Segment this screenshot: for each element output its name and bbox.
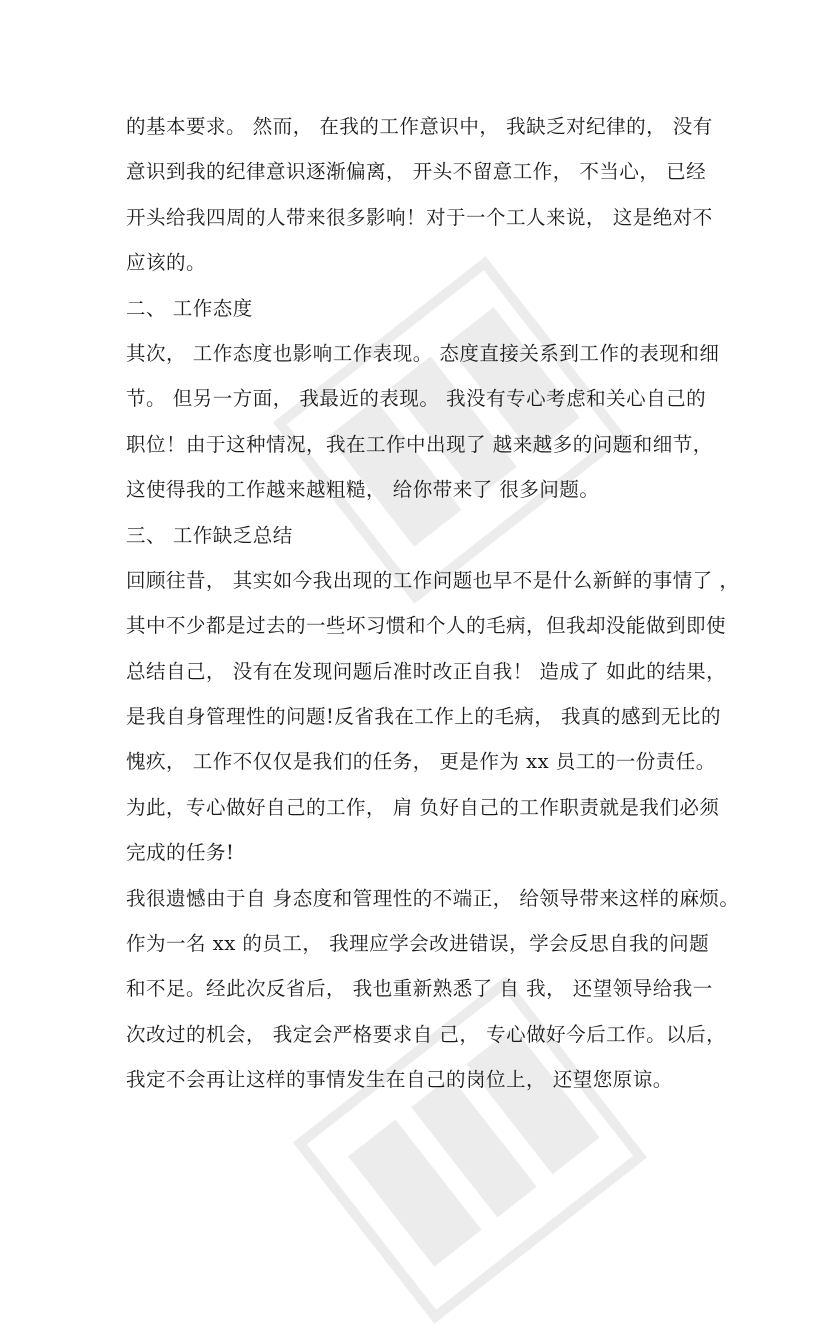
text-line: 意识到我的纪律意识逐渐偏离， 开头不留意工作， 不当心， 已经 [126, 160, 707, 184]
text-line: 我定不会再让这样的事情发生在自己的岗位上， 还望您原谅。 [126, 1068, 673, 1092]
text-line: 开头给我四周的人带来很多影响！对于一个工人来说， 这是绝对不 [126, 205, 713, 229]
text-line: 为此，专心做好自己的工作， 肩 负好自己的工作职责就是我们必须 [126, 795, 720, 819]
text-line: 完成的任务! [126, 841, 235, 865]
document-body [126, 104, 740, 1103]
text-line: 作为一名 xx 的员工， 我理应学会改进错误，学会反思自我的问题 [126, 932, 710, 956]
section-heading: 二、 工作态度 [126, 296, 253, 320]
text-line: 这使得我的工作越来越粗糙， 给你带来了 很多问题。 [126, 478, 600, 502]
text-line: 次改过的机会， 我定会严格要求自 己， 专心做好今后工作。以后， [126, 1022, 727, 1046]
text-line: 应该的。 [126, 251, 207, 275]
text-line: 是我自身管理性的问题!反省我在工作上的毛病， 我真的感到无比的 [126, 705, 722, 729]
text-line: 愧疚， 工作不仅仅是我们的任务， 更是作为 xx 员工的一份责任。 [126, 750, 716, 774]
text-line: 总结自己， 没有在发现问题后准时改正自我！ 造成了 如此的结果， [126, 659, 727, 683]
text-line: 其中不少都是过去的一些坏习惯和个人的毛病，但我却没能做到即使 [126, 614, 727, 638]
text-line: 的基本要求。 然而， 在我的工作意识中， 我缺乏对纪律的， 没有 [126, 115, 713, 138]
text-line: 回顾往昔， 其实如今我出现的工作问题也早不是什么新鲜的事情了 ， [126, 568, 740, 592]
text-line: 我很遗憾由于自 身态度和管理性的不端正， 给领导带来这样的麻烦。 [126, 886, 740, 910]
text-line: 职位！由于这种情况，我在工作中出现了 越来越多的问题和细节， [126, 432, 713, 456]
text-line: 和不足。经此次反省后， 我也重新熟悉了 自 我， 还望领导给我一 [126, 977, 713, 1001]
text-line: 节。 但另一方面， 我最近的表现。 我没有专心考虑和关心自己的 [126, 387, 707, 411]
section-heading: 三、 工作缺乏总结 [126, 523, 293, 547]
text-line: 其次， 工作态度也影响工作表现。 态度直接关系到工作的表现和细 [126, 341, 720, 365]
